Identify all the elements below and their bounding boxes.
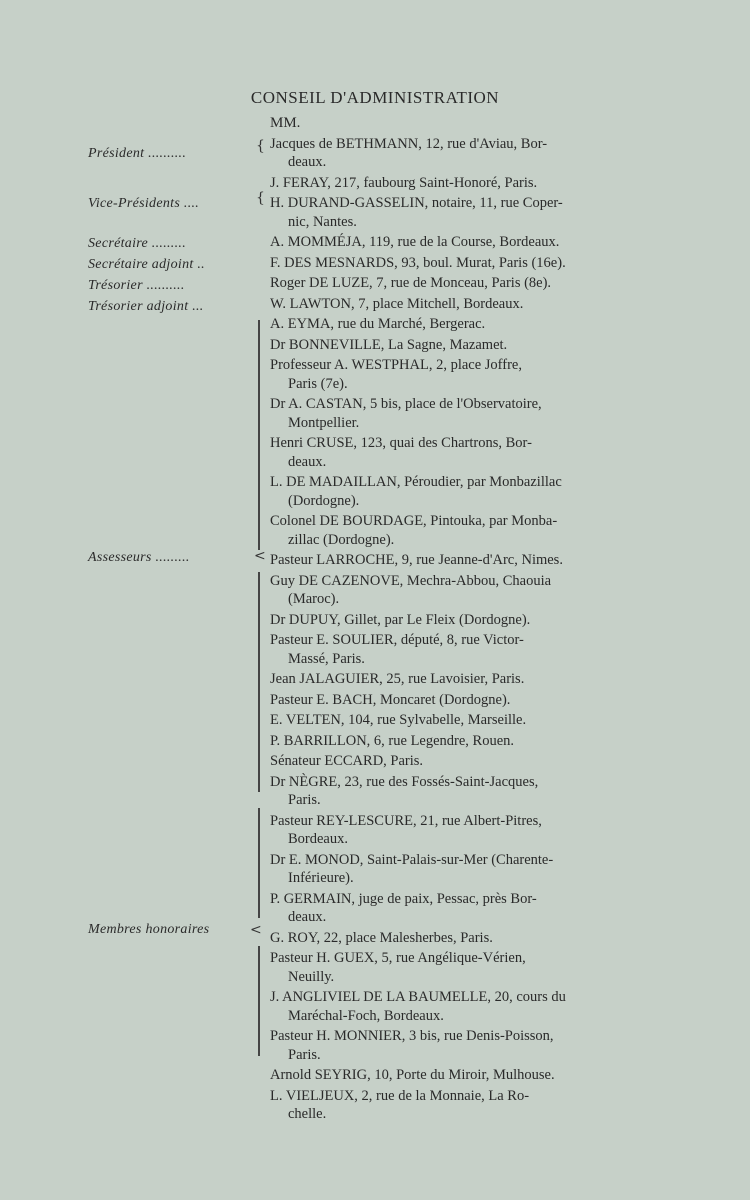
page-title: CONSEIL D'ADMINISTRATION bbox=[250, 88, 500, 107]
member-entry-continuation: chelle. bbox=[288, 1106, 327, 1122]
member-entry bbox=[270, 254, 620, 273]
member-entry bbox=[270, 395, 620, 432]
member-entry bbox=[270, 691, 620, 710]
brace-honoraires-top bbox=[258, 808, 260, 918]
member-entry-line: Pasteur H. MONNIER, 3 bis, rue Denis-Poisson, bbox=[270, 1028, 554, 1044]
member-entry-continuation: zillac (Dordogne). bbox=[288, 531, 395, 548]
member-entry-line: G. ROY, 22, place Malesherbes, Paris. bbox=[270, 929, 493, 946]
member-entry bbox=[270, 851, 620, 888]
member-entry-continuation: deaux. bbox=[288, 154, 327, 170]
brace-honoraires-mid: < bbox=[250, 922, 262, 938]
member-entry-line: L. VIELJEUX, 2, rue de la Monnaie, La Ro- bbox=[270, 1087, 530, 1104]
member-entry-continuation: (Maroc). bbox=[288, 591, 340, 607]
member-entry bbox=[270, 336, 620, 355]
member-entry bbox=[270, 473, 620, 510]
member-entry-continuation: Neuilly. bbox=[288, 968, 335, 985]
entries-container bbox=[270, 135, 620, 1124]
member-entry-line: H. DURAND-GASSELIN, notaire, 11, rue Coper- bbox=[270, 195, 563, 211]
member-entry bbox=[270, 194, 620, 231]
member-entry-line: F. DES MESNARDS, 93, boul. Murat, Paris (16e). bbox=[270, 254, 566, 271]
member-entry bbox=[270, 174, 620, 193]
member-entry-line: Pasteur REY-LESCURE, 21, rue Albert-Pitres, bbox=[270, 812, 542, 829]
member-entry-line: J. FERAY, 217, faubourg Saint-Honoré, Paris. bbox=[270, 174, 538, 191]
brace-assesseurs-bottom bbox=[258, 572, 260, 792]
member-entry-line: Dr A. CASTAN, 5 bis, place de l'Observatoire, bbox=[270, 396, 542, 412]
member-entry-line: P. BARRILLON, 6, rue Legendre, Rouen. bbox=[270, 732, 515, 749]
member-entry-line: Pasteur LARROCHE, 9, rue Jeanne-d'Arc, Nimes. bbox=[270, 552, 563, 568]
member-list bbox=[270, 114, 620, 1126]
member-entry bbox=[270, 732, 620, 751]
member-entry-continuation: Massé, Paris. bbox=[288, 650, 365, 667]
role-vice-presidents: Vice-Présidents .... bbox=[88, 196, 200, 211]
member-entry-continuation: Paris. bbox=[288, 1046, 321, 1063]
member-entry bbox=[270, 988, 620, 1025]
role-secretaire-adjoint: Secrétaire adjoint .. bbox=[88, 257, 205, 272]
member-entry bbox=[270, 949, 620, 986]
member-entry-line: A. MOMMÉJA, 119, rue de la Course, Bordeaux. bbox=[270, 234, 560, 250]
member-entry-line: Dr BONNEVILLE, La Sagne, Mazamet. bbox=[270, 336, 508, 353]
member-entry bbox=[270, 572, 620, 609]
member-entry-continuation: Paris. bbox=[288, 792, 321, 808]
member-entry bbox=[270, 752, 620, 771]
member-entry bbox=[270, 890, 620, 927]
member-entry-line: Professeur A. WESTPHAL, 2, place Joffre, bbox=[270, 357, 522, 373]
member-entry-line: Jacques de BETHMANN, 12, rue d'Aviau, Bor- bbox=[270, 135, 548, 152]
member-entry bbox=[270, 551, 620, 570]
member-entry bbox=[270, 1027, 620, 1064]
role-assesseurs: Assesseurs ......... bbox=[88, 550, 190, 565]
member-entry-line: P. GERMAIN, juge de paix, Pessac, près Bor- bbox=[270, 890, 537, 907]
member-entry bbox=[270, 929, 620, 948]
mm-label: MM. bbox=[270, 115, 301, 131]
member-entry-continuation: nic, Nantes. bbox=[288, 213, 357, 230]
member-entry-line: Jean JALAGUIER, 25, rue Lavoisier, Paris. bbox=[270, 671, 525, 687]
member-entry-line: Arnold SEYRIG, 10, Porte du Miroir, Mulhouse. bbox=[270, 1067, 555, 1083]
member-entry-line: Roger DE LUZE, 7, rue de Monceau, Paris (8e). bbox=[270, 275, 552, 291]
member-entry bbox=[270, 274, 620, 293]
member-entry bbox=[270, 611, 620, 630]
member-entry bbox=[270, 356, 620, 393]
role-tresorier-adjoint: Trésorier adjoint ... bbox=[88, 299, 204, 314]
member-entry-line: L. DE MADAILLAN, Péroudier, par Monbazillac bbox=[270, 474, 562, 490]
member-entry bbox=[270, 295, 620, 314]
member-entry-line: J. ANGLIVIEL DE LA BAUMELLE, 20, cours du bbox=[270, 989, 566, 1005]
brace-vice-presidents: { bbox=[256, 190, 265, 206]
role-secretaire: Secrétaire ......... bbox=[88, 236, 187, 251]
member-entry bbox=[270, 1066, 620, 1085]
member-entry-line: Sénateur ECCARD, Paris. bbox=[270, 753, 424, 769]
member-entry bbox=[270, 315, 620, 334]
member-entry bbox=[270, 812, 620, 849]
member-entry-line: Henri CRUSE, 123, quai des Chartrons, Bor- bbox=[270, 435, 532, 451]
member-entry-line: Pasteur E. BACH, Moncaret (Dordogne). bbox=[270, 691, 511, 708]
member-entry-continuation: Inférieure). bbox=[288, 870, 354, 886]
member-entry-line: Dr DUPUY, Gillet, par Le Fleix (Dordogne). bbox=[270, 611, 531, 628]
member-entry bbox=[270, 711, 620, 730]
member-entry bbox=[270, 434, 620, 471]
member-entry-line: Pasteur H. GUEX, 5, rue Angélique-Vérien, bbox=[270, 950, 526, 966]
member-entry-line: Dr NÈGRE, 23, rue des Fossés-Saint-Jacques, bbox=[270, 773, 539, 790]
member-entry-continuation: deaux. bbox=[288, 909, 327, 925]
brace-assesseurs-top bbox=[258, 320, 260, 550]
member-entry-line: E. VELTEN, 104, rue Sylvabelle, Marseille. bbox=[270, 712, 527, 728]
member-entry-line: A. EYMA, rue du Marché, Bergerac. bbox=[270, 316, 486, 332]
member-entry-line: Guy DE CAZENOVE, Mechra-Abbou, Chaouia bbox=[270, 572, 552, 589]
member-entry bbox=[270, 233, 620, 252]
member-entry-continuation: Bordeaux. bbox=[288, 831, 348, 847]
member-entry bbox=[270, 512, 620, 549]
role-membres-honoraires: Membres honoraires bbox=[88, 922, 210, 937]
member-entry bbox=[270, 670, 620, 689]
member-entry-line: Dr E. MONOD, Saint-Palais-sur-Mer (Charente- bbox=[270, 851, 554, 868]
member-entry bbox=[270, 1087, 620, 1124]
member-entry bbox=[270, 631, 620, 668]
brace-assesseurs-mid: < bbox=[254, 548, 266, 564]
brace-honoraires-bottom bbox=[258, 946, 260, 1056]
member-entry-continuation: Paris (7e). bbox=[288, 375, 348, 392]
brace-president: { bbox=[256, 138, 265, 154]
member-entry-line: W. LAWTON, 7, place Mitchell, Bordeaux. bbox=[270, 295, 524, 312]
member-entry-continuation: deaux. bbox=[288, 453, 327, 470]
member-entry-continuation: (Dordogne). bbox=[288, 492, 360, 509]
member-entry-continuation: Montpellier. bbox=[288, 414, 360, 431]
role-president: Président .......... bbox=[88, 146, 187, 161]
member-entry-continuation: Maréchal-Foch, Bordeaux. bbox=[288, 1007, 444, 1024]
member-entry bbox=[270, 773, 620, 810]
member-entry-line: Colonel DE BOURDAGE, Pintouka, par Monba- bbox=[270, 513, 558, 529]
member-entry-line: Pasteur E. SOULIER, député, 8, rue Victor- bbox=[270, 632, 524, 648]
member-entry bbox=[270, 135, 620, 172]
role-tresorier: Trésorier .......... bbox=[88, 278, 185, 293]
